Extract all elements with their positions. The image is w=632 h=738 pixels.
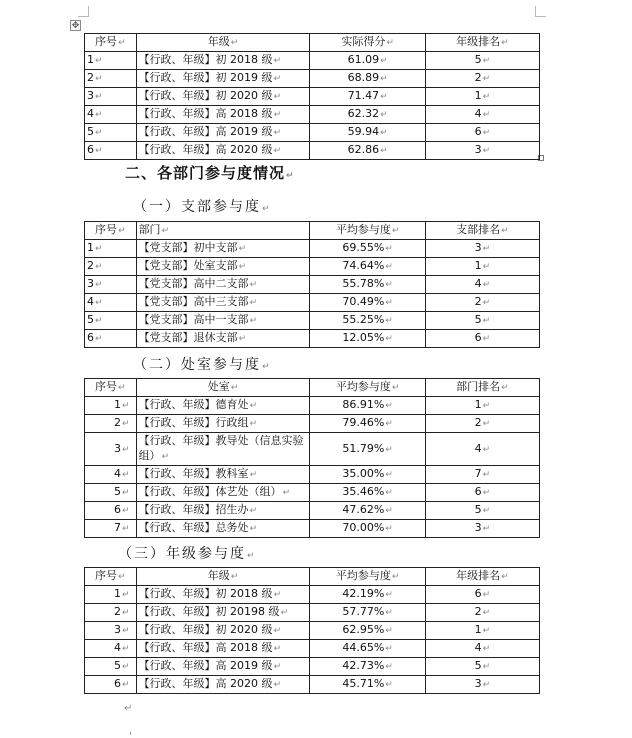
table-cell: 69.55%↵ <box>310 240 425 258</box>
table-cell: 【党支部】退休支部↵ <box>136 330 310 348</box>
table-row <box>85 276 540 294</box>
table-row <box>85 397 540 415</box>
table-cell: 55.25%↵ <box>310 312 425 330</box>
table-cell: 74.64%↵ <box>310 258 425 276</box>
table-cell: 2↵ <box>85 258 137 276</box>
table-cell: 3↵ <box>425 520 539 538</box>
table-cell: 1↵ <box>85 240 137 258</box>
table-cell: 【行政、年级】高 2018 级↵ <box>136 640 310 658</box>
table-cell: 7↵ <box>425 466 539 484</box>
table-cell: 4↵ <box>425 433 539 466</box>
table-cell: 68.89↵ <box>310 70 425 88</box>
table-cell: 4↵ <box>85 106 137 124</box>
table-cell: 45.71%↵ <box>310 676 425 694</box>
table-cell: 2↵ <box>85 70 137 88</box>
table-cell: 35.46%↵ <box>310 484 425 502</box>
table-cell: 5↵ <box>425 658 539 676</box>
table-header-cell: 实际得分↵ <box>310 34 425 52</box>
table-header-cell: 序号↵ <box>85 34 137 52</box>
table-row <box>85 604 540 622</box>
table-header-row <box>85 568 540 586</box>
table-cell: 【党支部】处室支部↵ <box>136 258 310 276</box>
table-cell: 6↵ <box>85 142 137 160</box>
branch-participation-table <box>84 221 540 348</box>
table-header-cell: 平均参与度↵ <box>310 222 425 240</box>
table-cell: 35.00%↵ <box>310 466 425 484</box>
table-cell: 55.78%↵ <box>310 276 425 294</box>
table-cell: 5↵ <box>425 312 539 330</box>
table-header-cell: 支部排名↵ <box>425 222 539 240</box>
table-cell: 42.73%↵ <box>310 658 425 676</box>
table-cell: 3↵ <box>85 433 137 466</box>
table-header-cell: 年级↵ <box>136 568 310 586</box>
table-cell: 7↵ <box>85 520 137 538</box>
grade-participation-table <box>84 567 540 694</box>
table-cell: 【行政、年级】体艺处（组）↵ <box>136 484 310 502</box>
table-row <box>85 106 540 124</box>
table-header-cell: 平均参与度↵ <box>310 568 425 586</box>
table-cell: 1↵ <box>85 586 137 604</box>
grade-score-table <box>84 33 540 160</box>
table-header-cell: 序号↵ <box>85 222 137 240</box>
table-cell: 1↵ <box>85 397 137 415</box>
table-row <box>85 88 540 106</box>
table-cell: 5↵ <box>425 502 539 520</box>
subsection-title-office: （二）处室参与度↵ <box>133 357 272 373</box>
table-row <box>85 312 540 330</box>
table-row <box>85 330 540 348</box>
text-cursor <box>130 732 131 735</box>
table-header-cell: 平均参与度↵ <box>310 379 425 397</box>
table-cell: 70.00%↵ <box>310 520 425 538</box>
table-header-cell: 年级排名↵ <box>425 34 539 52</box>
table-cell: 6↵ <box>85 676 137 694</box>
table-cell: 2↵ <box>425 415 539 433</box>
table-cell: 【行政、年级】教科室↵ <box>136 466 310 484</box>
table-cell: 6↵ <box>425 484 539 502</box>
table-cell: 61.09↵ <box>310 52 425 70</box>
table-cell: 【行政、年级】高 2019 级↵ <box>136 658 310 676</box>
table-cell: 4↵ <box>85 640 137 658</box>
table-cell: 6↵ <box>425 330 539 348</box>
table-cell: 5↵ <box>85 312 137 330</box>
table-cell: 4↵ <box>425 640 539 658</box>
table-cell: 【行政、年级】初 2019 级↵ <box>136 70 310 88</box>
table-cell: 【行政、年级】初 2020 级↵ <box>136 88 310 106</box>
table-cell: 57.77%↵ <box>310 604 425 622</box>
table-cell: 【党支部】高中三支部↵ <box>136 294 310 312</box>
table-cell: 59.94↵ <box>310 124 425 142</box>
table-cell: 2↵ <box>425 604 539 622</box>
table-cell: 【行政、年级】高 2020 级↵ <box>136 142 310 160</box>
table-cell: 62.32↵ <box>310 106 425 124</box>
table-cell: 3↵ <box>85 88 137 106</box>
table-move-handle-icon[interactable]: ✥ <box>71 21 80 31</box>
table-row <box>85 294 540 312</box>
table-cell: 44.65%↵ <box>310 640 425 658</box>
office-participation-table <box>84 378 540 538</box>
table-row <box>85 640 540 658</box>
table-header-cell: 序号↵ <box>85 568 137 586</box>
table-cell: 2↵ <box>85 415 137 433</box>
table-cell: 5↵ <box>85 658 137 676</box>
table-cell: 【行政、年级】高 2018 级↵ <box>136 106 310 124</box>
table-row <box>85 52 540 70</box>
page-corner-mark <box>535 6 546 17</box>
table-header-row <box>85 34 540 52</box>
table-cell: 3↵ <box>425 142 539 160</box>
table-row <box>85 520 540 538</box>
table-cell: 3↵ <box>85 622 137 640</box>
table-row <box>85 658 540 676</box>
table-cell: 5↵ <box>85 124 137 142</box>
table-cell: 42.19%↵ <box>310 586 425 604</box>
table-cell: 1↵ <box>425 258 539 276</box>
table-cell: 5↵ <box>425 52 539 70</box>
table-cell: 1↵ <box>425 622 539 640</box>
table-cell: 2↵ <box>425 70 539 88</box>
table-cell: 【党支部】高中二支部↵ <box>136 276 310 294</box>
table-cell: 1↵ <box>425 397 539 415</box>
table-cell: 4↵ <box>85 466 137 484</box>
page-corner-mark <box>78 6 89 17</box>
table-row <box>85 433 540 466</box>
table-cell: 12.05%↵ <box>310 330 425 348</box>
table-cell: 【党支部】初中支部↵ <box>136 240 310 258</box>
table-header-cell: 年级↵ <box>136 34 310 52</box>
table-row <box>85 484 540 502</box>
table-cell: 【行政、年级】行政组↵ <box>136 415 310 433</box>
table-row <box>85 676 540 694</box>
table-cell: 【行政、年级】初 2018 级↵ <box>136 52 310 70</box>
table-cell: 51.79%↵ <box>310 433 425 466</box>
table-cell: 【行政、年级】教导处（信息实验组）↵ <box>136 433 310 466</box>
table-header-row <box>85 379 540 397</box>
table-cell: 5↵ <box>85 484 137 502</box>
table-row <box>85 586 540 604</box>
table-cell: 【行政、年级】初 2018 级↵ <box>136 586 310 604</box>
table-cell: 2↵ <box>85 604 137 622</box>
table-cell: 3↵ <box>425 676 539 694</box>
table-cell: 4↵ <box>425 106 539 124</box>
table-header-cell: 处室↵ <box>136 379 310 397</box>
table-row <box>85 124 540 142</box>
table-row <box>85 415 540 433</box>
section-title: 二、各部门参与度情况↵ <box>125 164 295 182</box>
table-cell: 【行政、年级】初 2020 级↵ <box>136 622 310 640</box>
table-header-cell: 序号↵ <box>85 379 137 397</box>
table-cell: 71.47↵ <box>310 88 425 106</box>
table-header-cell: 部门排名↵ <box>425 379 539 397</box>
table-row <box>85 466 540 484</box>
table-cell: 1↵ <box>85 52 137 70</box>
table-cell: 【行政、年级】高 2019 级↵ <box>136 124 310 142</box>
table-cell: 6↵ <box>85 330 137 348</box>
table-header-cell: 年级排名↵ <box>425 568 539 586</box>
table-row <box>85 258 540 276</box>
subsection-title-grade: （三）年级参与度↵ <box>118 546 257 562</box>
table-cell: 70.49%↵ <box>310 294 425 312</box>
table-row <box>85 70 540 88</box>
table-cell: 6↵ <box>85 502 137 520</box>
table-row <box>85 502 540 520</box>
table-cell: 79.46%↵ <box>310 415 425 433</box>
table-cell: 【行政、年级】高 2020 级↵ <box>136 676 310 694</box>
table-cell: 【党支部】高中一支部↵ <box>136 312 310 330</box>
table-header-cell: 部门↵ <box>136 222 310 240</box>
table-cell: 4↵ <box>85 294 137 312</box>
table-cell: 6↵ <box>425 124 539 142</box>
table-cell: 【行政、年级】总务处↵ <box>136 520 310 538</box>
table-cell: 62.86↵ <box>310 142 425 160</box>
table-cell: 【行政、年级】德育处↵ <box>136 397 310 415</box>
table-cell: 6↵ <box>425 586 539 604</box>
table-row <box>85 142 540 160</box>
paragraph-mark: ↵ <box>124 703 133 714</box>
table-cell: 2↵ <box>425 294 539 312</box>
table-cell: 【行政、年级】初 20198 级↵ <box>136 604 310 622</box>
subsection-title-branch: （一）支部参与度↵ <box>133 199 272 215</box>
table-cell: 3↵ <box>85 276 137 294</box>
table-cell: 47.62%↵ <box>310 502 425 520</box>
table-cell: 86.91%↵ <box>310 397 425 415</box>
table-row <box>85 622 540 640</box>
table-cell: 【行政、年级】招生办↵ <box>136 502 310 520</box>
table-row <box>85 240 540 258</box>
table-cell: 62.95%↵ <box>310 622 425 640</box>
table-cell: 4↵ <box>425 276 539 294</box>
table-header-row <box>85 222 540 240</box>
table-cell: 1↵ <box>425 88 539 106</box>
table-cell: 3↵ <box>425 240 539 258</box>
